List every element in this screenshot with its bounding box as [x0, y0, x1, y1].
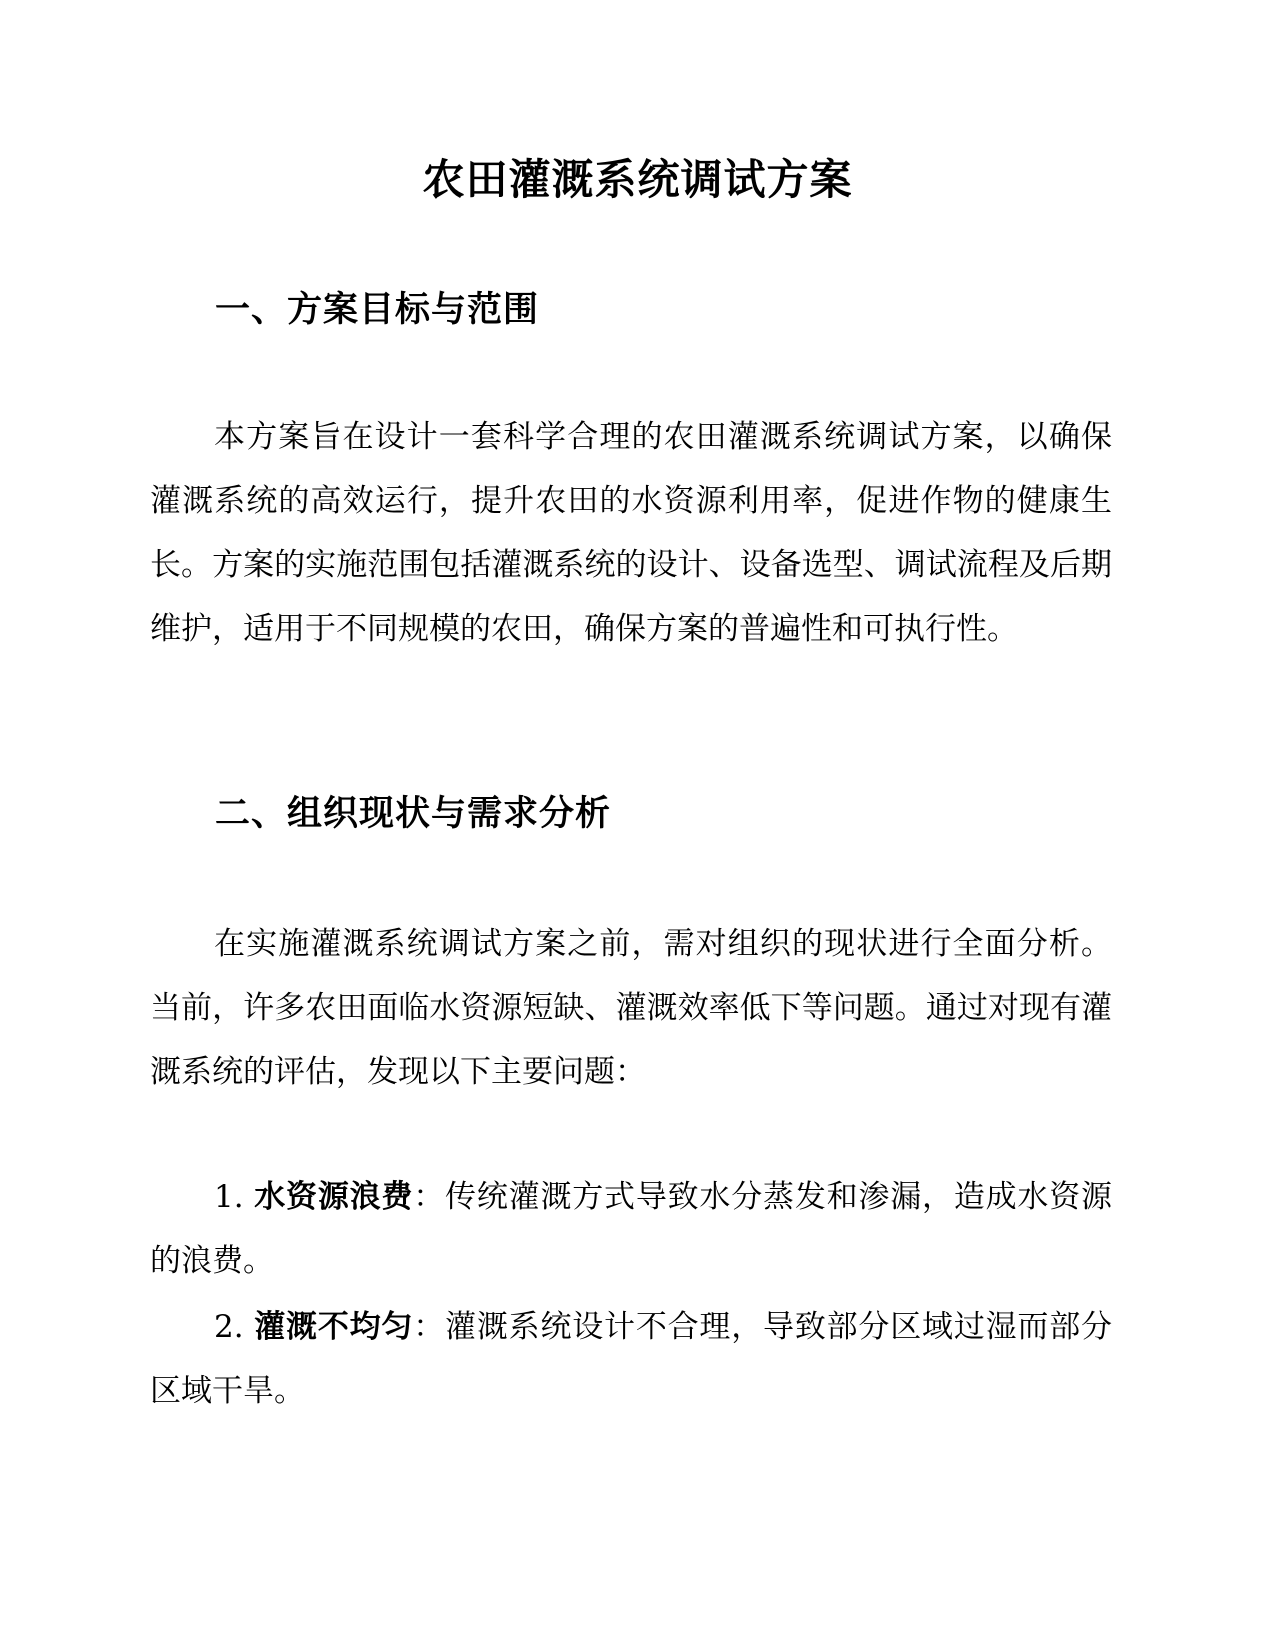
document-title: 农田灌溉系统调试方案 [422, 155, 853, 204]
list-item-text: 传统灌溉方式导致水分蒸发和渗漏，造成水资源的浪费。 [150, 1179, 1113, 1279]
section-1-paragraph: 本方案旨在设计一套科学合理的农田灌溉系统调试方案，以确保灌溉系统的高效运行，提升农田的水资源利用率，促进作物的健康生长。方案的实施范围包括灌溉系统的设计、设备选型、调试流程及后期维护，适用于不同规模的农田，确保方案的普遍性和可执行性。 [150, 419, 1112, 647]
list-item-colon: ： [413, 1309, 446, 1345]
section-heading-2: 二、组织现状与需求分析 [215, 794, 612, 834]
section-heading-1: 一、方案目标与范围 [215, 290, 540, 330]
list-item-colon: ： [413, 1179, 446, 1215]
list-item-term: 灌溉不均匀 [254, 1309, 414, 1345]
list-item-number: 1. [214, 1179, 244, 1215]
list-item [150, 1165, 1112, 1293]
list-item [150, 1295, 1112, 1423]
list-item-number: 2. [214, 1309, 244, 1345]
list-item-text: 灌溉系统设计不合理，导致部分区域过湿而部分区域干旱。 [150, 1309, 1113, 1409]
section-2-paragraph: 在实施灌溉系统调试方案之前，需对组织的现状进行全面分析。当前，许多农田面临水资源短缺、灌溉效率低下等问题。通过对现有灌溉系统的评估，发现以下主要问题： [150, 926, 1112, 1090]
list-item-term: 水资源浪费 [254, 1179, 414, 1215]
